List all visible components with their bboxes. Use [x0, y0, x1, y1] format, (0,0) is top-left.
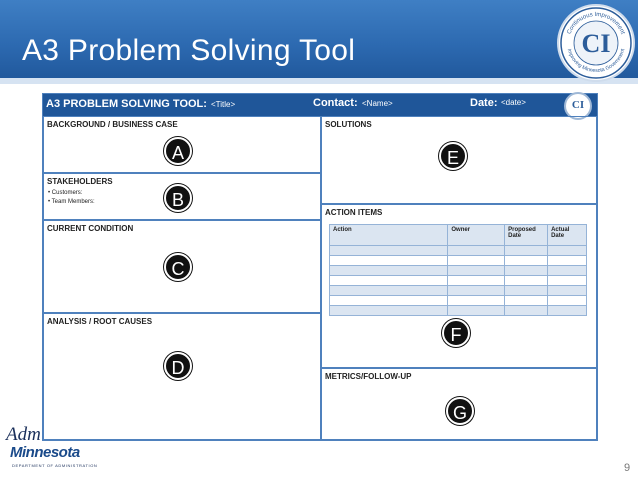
a3-form: [42, 93, 598, 441]
stakeholder-list: [48, 189, 95, 207]
section-solutions: [321, 116, 597, 204]
date-placeholder: <date>: [501, 98, 526, 107]
table-cell[interactable]: [505, 246, 548, 256]
contact-label: Contact:: [313, 97, 358, 109]
table-cell[interactable]: [505, 276, 548, 286]
seal-monogram: CI: [581, 29, 611, 58]
list-item: • Team Members:: [48, 199, 95, 205]
tool-label: A3 PROBLEM SOLVING TOOL:: [46, 98, 207, 110]
table-cell[interactable]: [330, 266, 448, 276]
section-stakeholders: [43, 173, 321, 220]
section-background: [43, 116, 321, 173]
table-row: [330, 256, 587, 266]
table-cell[interactable]: [448, 286, 505, 296]
table-row: [330, 276, 587, 286]
table-cell[interactable]: [330, 276, 448, 286]
date-label: Date:: [470, 97, 498, 109]
section-current-condition: [43, 220, 321, 313]
badge-a: A: [164, 137, 192, 165]
badge-e: E: [439, 142, 467, 170]
mini-seal-monogram: CI: [571, 99, 585, 111]
contact-placeholder: <Name>: [362, 99, 393, 108]
table-cell[interactable]: [330, 286, 448, 296]
table-cell[interactable]: [505, 286, 548, 296]
page-number: 9: [624, 462, 631, 474]
table-cell[interactable]: [548, 266, 587, 276]
section-analysis: [43, 313, 321, 440]
list-item: • Customers:: [48, 190, 83, 196]
badge-f: F: [442, 319, 470, 347]
table-row: [330, 296, 587, 306]
table-cell[interactable]: [448, 276, 505, 286]
table-cell[interactable]: [448, 306, 505, 316]
table-cell[interactable]: [505, 266, 548, 276]
table-row: [330, 246, 587, 256]
table-cell[interactable]: [505, 256, 548, 266]
section-label: SOLUTIONS: [325, 120, 372, 129]
section-action-items: [321, 204, 597, 368]
table-cell[interactable]: [505, 306, 548, 316]
section-label: METRICS/FOLLOW-UP: [325, 372, 412, 381]
table-cell[interactable]: [548, 286, 587, 296]
table-cell[interactable]: [330, 256, 448, 266]
section-label: BACKGROUND / BUSINESS CASE: [47, 120, 178, 129]
column-header-action: Action: [330, 225, 448, 246]
badge-b: B: [164, 184, 192, 212]
seal-ring-bottom: Improving Minnesota Government: [565, 48, 627, 75]
form-header: [43, 94, 597, 116]
table-cell[interactable]: [548, 256, 587, 266]
badge-g: G: [446, 397, 474, 425]
column-header-owner: Owner: [448, 225, 505, 246]
column-header-proposed-date: Proposed Date: [505, 225, 548, 246]
table-row: [330, 286, 587, 296]
badge-d: D: [164, 352, 192, 380]
table-cell[interactable]: [505, 296, 548, 306]
logo-adm: Adm: [6, 424, 41, 445]
table-cell[interactable]: [448, 256, 505, 266]
table-cell[interactable]: [448, 296, 505, 306]
table-cell[interactable]: [330, 296, 448, 306]
table-row: [330, 306, 587, 316]
section-label: CURRENT CONDITION: [47, 224, 134, 233]
column-header-actual-date: Actual Date: [548, 225, 587, 246]
admin-minnesota-logo: [6, 424, 106, 470]
slide-title: A3 Problem Solving Tool: [22, 34, 356, 67]
badge-c: C: [164, 253, 192, 281]
table-cell[interactable]: [548, 306, 587, 316]
logo-dept: DEPARTMENT OF ADMINISTRATION: [12, 463, 98, 468]
table-cell[interactable]: [330, 246, 448, 256]
section-label: ANALYSIS / ROOT CAUSES: [47, 317, 153, 326]
section-metrics: [321, 368, 597, 440]
table-cell[interactable]: [548, 276, 587, 286]
logo-state: Minnesota: [10, 444, 80, 461]
table-cell[interactable]: [548, 246, 587, 256]
seal-ring-top: Continuous Improvement: [566, 11, 626, 36]
section-label: ACTION ITEMS: [325, 208, 383, 217]
section-label: STAKEHOLDERS: [47, 177, 113, 186]
continuous-improvement-seal: [557, 4, 635, 82]
title-placeholder: <Title>: [211, 100, 236, 109]
action-items-table: [329, 224, 587, 316]
table-cell[interactable]: [448, 246, 505, 256]
table-cell[interactable]: [548, 296, 587, 306]
table-cell[interactable]: [330, 306, 448, 316]
table-cell[interactable]: [448, 266, 505, 276]
table-row: [330, 266, 587, 276]
